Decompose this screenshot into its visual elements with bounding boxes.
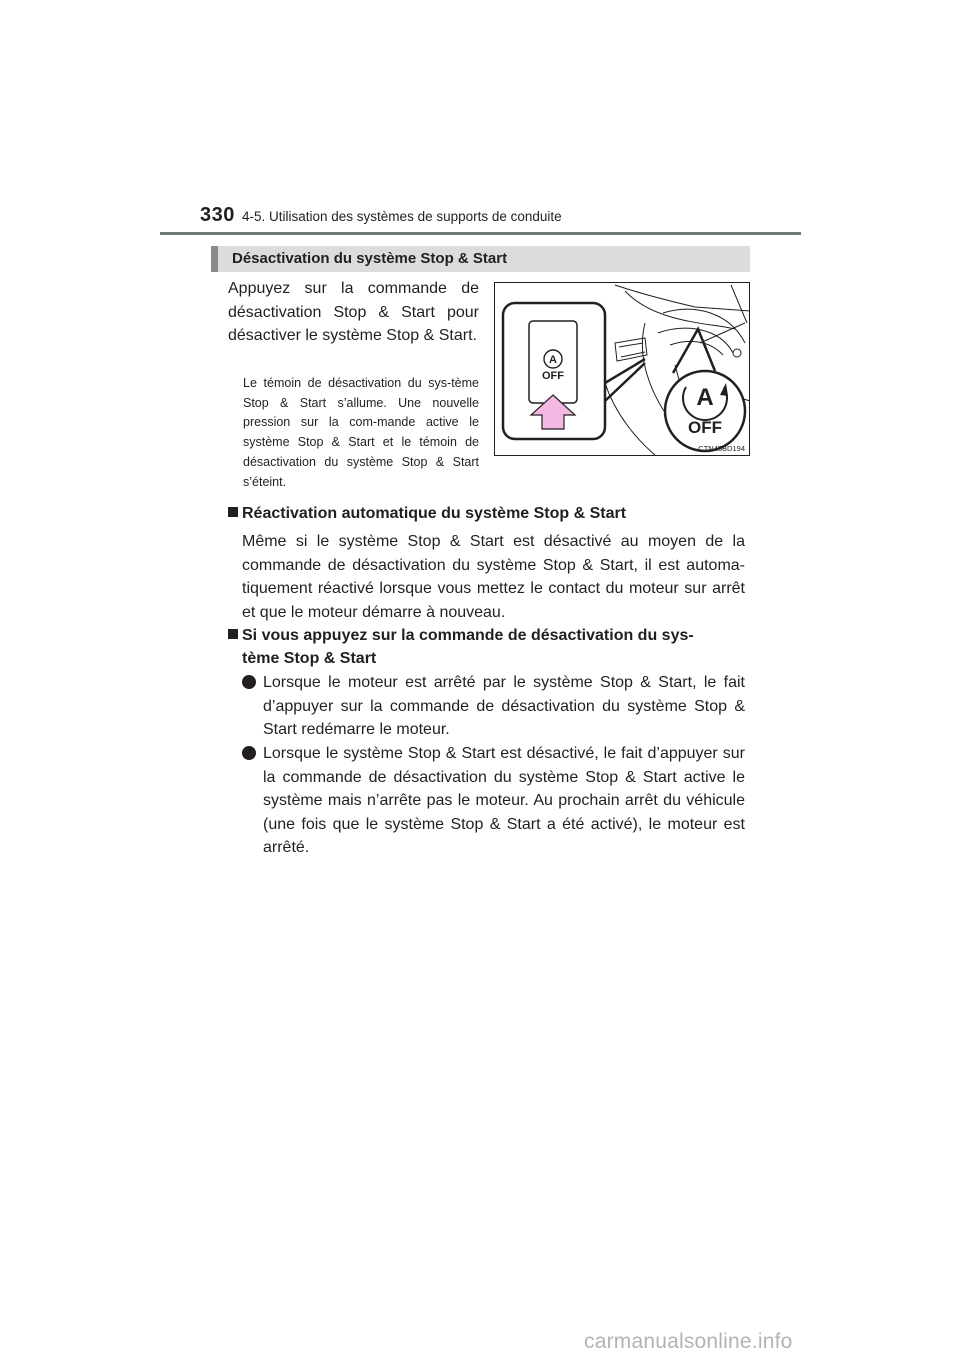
svg-text:A: A	[549, 354, 557, 366]
subsection-heading-reactivation	[228, 503, 626, 526]
svg-text:OFF: OFF	[542, 370, 564, 382]
bullet-dot-icon	[242, 675, 256, 689]
bullet-text: Lorsque le moteur est arrêté par le système Stop & Start, le fait d’appuyer sur la commande de désactivation du système Stop & Start redémarre le moteur.	[263, 674, 745, 738]
figure-code: CTN45BD194	[698, 444, 745, 453]
square-bullet-icon	[228, 507, 238, 517]
section-title: Désactivation du système Stop & Start	[232, 250, 508, 267]
square-bullet-icon	[228, 629, 238, 639]
svg-text:OFF: OFF	[688, 418, 722, 437]
dashboard-drawing	[495, 283, 750, 456]
header-rule	[160, 232, 801, 235]
svg-text:A: A	[696, 384, 714, 411]
subsection-heading-text: Si vous appuyez sur la commande de désactivation du sys-	[242, 627, 694, 644]
reactivation-paragraph: Même si le système Stop & Start est désactivé au moyen de la commande de désactivation du système Stop & Start, il est automa-tiquement réactivé lorsque vous mettez le contact du moteur sur arrêt et que le moteur démarre à nouveau.	[242, 533, 745, 621]
page-number: 330	[200, 204, 235, 226]
bullet-text: Lorsque le système Stop & Start est désactivé, le fait d’appuyer sur la commande de désactivation du système Stop & Start active le système mais n’arrête pas le moteur. Au prochain arrêt du véhicule (une fois que le système Stop & Start a été activé), le moteur est arrêté.	[263, 745, 745, 856]
subsection-heading-press-line2: tème Stop & Start	[242, 650, 377, 667]
watermark: carmanualsonline.info	[584, 1330, 793, 1353]
section-bar	[211, 246, 750, 272]
illustration-stop-start-switch	[494, 282, 750, 456]
intro-note: Le témoin de désactivation du sys-tème Stop & Start s’allume. Une nouvelle pression sur la com-mande active le système Stop & Start et le témoin de désactivation du système Stop & Start s’éteint.	[243, 376, 479, 489]
subsection-heading-press	[228, 625, 694, 648]
bullet-dot-icon	[242, 746, 256, 760]
intro-paragraph: Appuyez sur la commande de désactivation Stop & Start pour désactiver le système Stop & Start.	[228, 280, 479, 344]
running-head: 4-5. Utilisation des systèmes de supports de conduite	[242, 209, 562, 224]
subsection-heading-text: Réactivation automatique du système Stop & Start	[242, 505, 627, 522]
